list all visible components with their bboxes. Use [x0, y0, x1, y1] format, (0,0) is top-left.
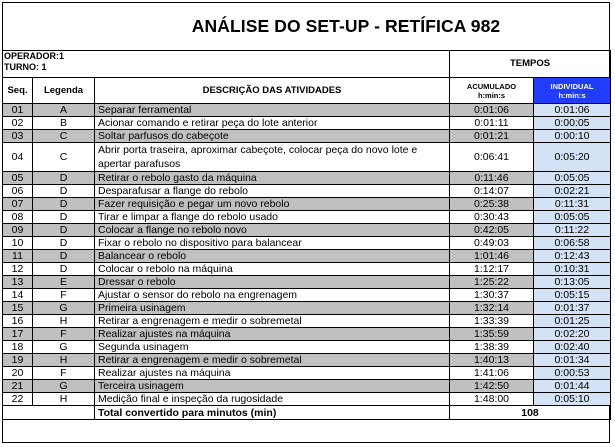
table-row	[3, 224, 611, 237]
legend-cell: D	[33, 211, 95, 224]
seq-cell: 02	[3, 117, 33, 130]
legend-cell: D	[33, 263, 95, 276]
description-cell: Balancear o rebolo	[95, 250, 450, 263]
individual-time-cell: 0:02:21	[534, 185, 611, 198]
legend-cell: F	[33, 367, 95, 380]
table-row	[3, 185, 611, 198]
accumulated-time-cell: 1:48:00	[450, 393, 534, 406]
legend-cell: C	[33, 143, 95, 172]
seq-cell: 16	[3, 315, 33, 328]
table-row	[3, 237, 611, 250]
individual-time-cell: 0:01:06	[534, 104, 611, 117]
legend-cell: G	[33, 341, 95, 354]
table-row	[3, 354, 611, 367]
table-row	[3, 393, 611, 406]
description-cell: Primeira usinagem	[95, 302, 450, 315]
accumulated-time-cell: 0:30:43	[450, 211, 534, 224]
legend-cell: G	[33, 302, 95, 315]
legend-cell: F	[33, 289, 95, 302]
individual-time-cell: 0:05:15	[534, 289, 611, 302]
seq-cell: 15	[3, 302, 33, 315]
info-header-row	[3, 51, 611, 78]
legend-cell: F	[33, 328, 95, 341]
total-value: 108	[450, 406, 611, 420]
table-row	[3, 263, 611, 276]
legend-cell: D	[33, 250, 95, 263]
activity-rows	[3, 104, 611, 406]
seq-cell: 19	[3, 354, 33, 367]
accumulated-time-cell: 1:12:17	[450, 263, 534, 276]
accumulated-column-header	[450, 78, 534, 104]
accumulated-time-cell: 1:41:06	[450, 367, 534, 380]
total-spacer	[3, 406, 95, 420]
seq-cell: 03	[3, 130, 33, 143]
individual-unit: h:min:s	[558, 90, 586, 100]
page-title: ANÁLISE DO SET-UP - RETÍFICA 982	[191, 16, 501, 36]
accumulated-time-cell: 0:06:41	[450, 143, 534, 172]
description-cell: Desparafusar a flange do rebolo	[95, 185, 450, 198]
seq-cell: 08	[3, 211, 33, 224]
accumulated-time-cell: 0:01:21	[450, 130, 534, 143]
table-row	[3, 367, 611, 380]
individual-time-cell: 0:01:37	[534, 302, 611, 315]
description-cell: Retirar o rebolo gasto da máquina	[95, 172, 450, 185]
individual-time-cell: 0:10:31	[534, 263, 611, 276]
individual-label: INDIVIDUAL	[550, 81, 594, 91]
description-cell: Realizar ajustes na máquina	[95, 367, 450, 380]
table-row	[3, 211, 611, 224]
individual-time-cell: 0:05:05	[534, 211, 611, 224]
legend-cell: B	[33, 117, 95, 130]
table-row	[3, 143, 611, 172]
accumulated-time-cell: 0:25:38	[450, 198, 534, 211]
description-cell: Tirar e limpar a flange do rebolo usado	[95, 211, 450, 224]
seq-cell: 13	[3, 276, 33, 289]
description-cell: Terceira usinagem	[95, 380, 450, 393]
individual-time-cell: 0:05:10	[534, 393, 611, 406]
title-row	[3, 3, 609, 50]
seq-cell: 22	[3, 393, 33, 406]
table-row	[3, 328, 611, 341]
table-row	[3, 130, 611, 143]
individual-time-cell: 0:02:20	[534, 328, 611, 341]
table-row	[3, 315, 611, 328]
description-cell: Acionar comando e retirar peça do lote anterior	[95, 117, 450, 130]
table-row	[3, 172, 611, 185]
legend-cell: D	[33, 185, 95, 198]
seq-cell: 18	[3, 341, 33, 354]
legend-cell: G	[33, 380, 95, 393]
description-cell: Soltar parfusos do cabeçote	[95, 130, 450, 143]
seq-cell: 21	[3, 380, 33, 393]
accumulated-time-cell: 1:33:39	[450, 315, 534, 328]
operator-info-cell	[3, 51, 450, 78]
individual-time-cell: 0:01:44	[534, 380, 611, 393]
description-cell: Dressar o rebolo	[95, 276, 450, 289]
accumulated-time-cell: 0:49:03	[450, 237, 534, 250]
description-cell: Separar ferramental	[95, 104, 450, 117]
individual-time-cell: 0:01:25	[534, 315, 611, 328]
seq-cell: 06	[3, 185, 33, 198]
seq-cell: 20	[3, 367, 33, 380]
shift-label: TURNO: 1	[4, 62, 47, 72]
accumulated-time-cell: 1:38:39	[450, 341, 534, 354]
description-cell: Abrir porta traseira, aproximar cabeçote, colocar peça do novo lote e apertar parafusos	[95, 143, 450, 172]
spreadsheet-sheet	[2, 2, 610, 443]
individual-time-cell: 0:00:05	[534, 117, 611, 130]
operator-label: OPERADOR:1	[4, 51, 65, 61]
individual-time-cell: 0:11:22	[534, 224, 611, 237]
table-row	[3, 380, 611, 393]
legend-cell: C	[33, 130, 95, 143]
table-row	[3, 302, 611, 315]
accumulated-time-cell: 1:42:50	[450, 380, 534, 393]
description-cell: Medição final e inspeção da rugosidade	[95, 393, 450, 406]
accumulated-time-cell: 1:01:46	[450, 250, 534, 263]
accumulated-label: ACUMULADO	[466, 81, 517, 91]
legend-cell: D	[33, 172, 95, 185]
description-cell: Colocar o rebolo na máquina	[95, 263, 450, 276]
table-row	[3, 341, 611, 354]
legend-cell: A	[33, 104, 95, 117]
seq-cell: 17	[3, 328, 33, 341]
description-cell: Retirar a engrenagem e medir o sobremetal	[95, 315, 450, 328]
accumulated-time-cell: 0:14:07	[450, 185, 534, 198]
legend-cell: D	[33, 198, 95, 211]
seq-cell: 09	[3, 224, 33, 237]
seq-cell: 11	[3, 250, 33, 263]
description-cell: Ajustar o sensor do rebolo na engrenagem	[95, 289, 450, 302]
individual-time-cell: 0:06:58	[534, 237, 611, 250]
accumulated-time-cell: 0:11:46	[450, 172, 534, 185]
seq-column-header: Seq.	[3, 78, 33, 104]
seq-cell: 05	[3, 172, 33, 185]
seq-cell: 04	[3, 143, 33, 172]
table-row	[3, 276, 611, 289]
accumulated-time-cell: 0:01:11	[450, 117, 534, 130]
accumulated-time-cell: 0:01:06	[450, 104, 534, 117]
legend-cell: D	[33, 237, 95, 250]
seq-cell: 10	[3, 237, 33, 250]
legend-cell: H	[33, 354, 95, 367]
description-cell: Fazer requisição e pegar um novo rebolo	[95, 198, 450, 211]
description-cell: Segunda usinagem	[95, 341, 450, 354]
description-cell: Realizar ajustes na máquina	[95, 328, 450, 341]
individual-time-cell: 0:01:34	[534, 354, 611, 367]
seq-cell: 01	[3, 104, 33, 117]
total-row	[3, 406, 611, 420]
individual-time-cell: 0:05:05	[534, 172, 611, 185]
accumulated-time-cell: 1:35:59	[450, 328, 534, 341]
accumulated-time-cell: 1:30:37	[450, 289, 534, 302]
seq-cell: 07	[3, 198, 33, 211]
individual-time-cell: 0:05:20	[534, 143, 611, 172]
individual-column-header	[534, 78, 611, 104]
seq-cell: 14	[3, 289, 33, 302]
description-cell: Fixar o rebolo no dispositivo para balancear	[95, 237, 450, 250]
description-column-header: DESCRIÇÃO DAS ATIVIDADES	[95, 78, 450, 104]
total-label: Total convertido para minutos (min)	[95, 406, 450, 420]
individual-time-cell: 0:00:10	[534, 130, 611, 143]
individual-time-cell: 0:13:05	[534, 276, 611, 289]
accumulated-time-cell: 1:40:13	[450, 354, 534, 367]
table-row	[3, 117, 611, 130]
legend-column-header: Legenda	[33, 78, 95, 104]
legend-cell: D	[33, 224, 95, 237]
column-header-row	[3, 78, 611, 104]
individual-time-cell: 0:02:40	[534, 341, 611, 354]
accumulated-time-cell: 1:32:14	[450, 302, 534, 315]
legend-cell: H	[33, 393, 95, 406]
individual-time-cell: 0:11:31	[534, 198, 611, 211]
legend-cell: H	[33, 315, 95, 328]
table-row	[3, 250, 611, 263]
table-row	[3, 289, 611, 302]
accumulated-unit: h:min:s	[477, 90, 506, 100]
individual-time-cell: 0:12:43	[534, 250, 611, 263]
tempos-header: TEMPOS	[450, 51, 611, 78]
description-cell: Retirar a engrenagem e medir o sobremetal	[95, 354, 450, 367]
table-row	[3, 104, 611, 117]
accumulated-time-cell: 0:42:05	[450, 224, 534, 237]
table-row	[3, 198, 611, 211]
description-cell: Colocar a flange no rebolo novo	[95, 224, 450, 237]
legend-cell: E	[33, 276, 95, 289]
setup-table	[2, 50, 611, 420]
accumulated-time-cell: 1:25:22	[450, 276, 534, 289]
seq-cell: 12	[3, 263, 33, 276]
individual-time-cell: 0:00:53	[534, 367, 611, 380]
